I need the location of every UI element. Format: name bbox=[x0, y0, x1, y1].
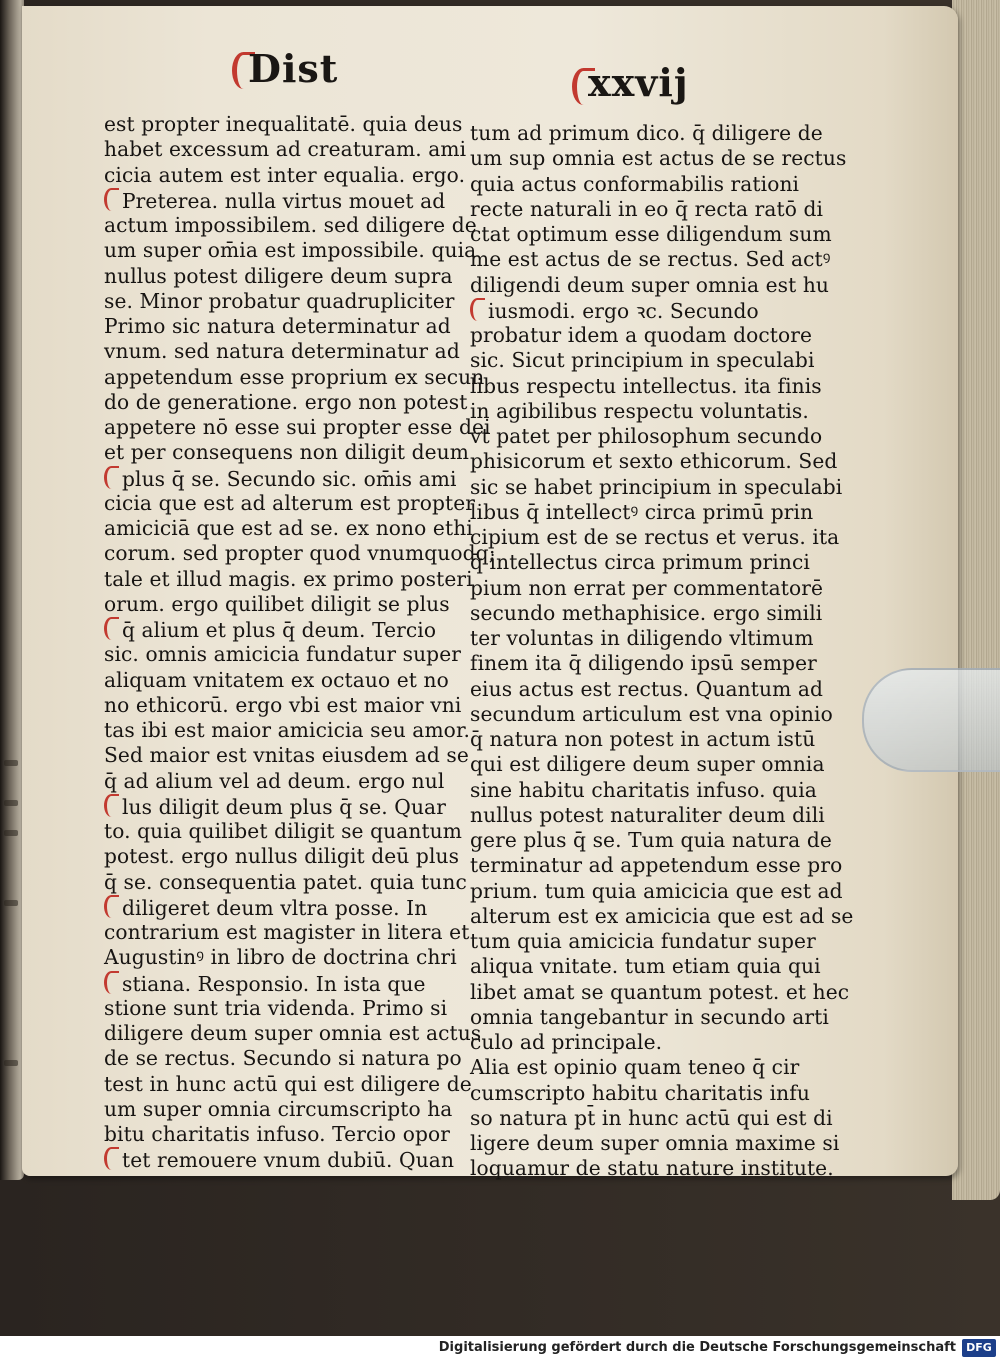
text-line-content: Augustinꝰ in libro de doctrina chri bbox=[104, 945, 457, 970]
text-line-content: Sed maior est vnitas eiusdem ad se bbox=[104, 743, 469, 768]
text-line-content: probatur idem a quodam doctore bbox=[470, 323, 813, 347]
text-line bbox=[470, 196, 824, 222]
text-line-content: bitu charitatis infuso. Tercio opor bbox=[104, 1122, 450, 1146]
text-line bbox=[470, 651, 817, 676]
text-line-content: um super omnia circumscripto ha bbox=[104, 1096, 453, 1121]
text-line bbox=[470, 1030, 810, 1055]
text-line-content: amiciciā que est ad se. ex nono ethi bbox=[104, 516, 473, 540]
text-line-content: phisicorum et sexto ethicorum. Sed bbox=[470, 449, 838, 474]
rubric-mark bbox=[104, 188, 119, 211]
text-line-content: to. quia quilibet diligit se quantum bbox=[104, 819, 463, 843]
text-line-content: Preterea. nulla virtus mouet ad bbox=[122, 188, 446, 213]
text-line-content: um super om̄ia est impossibile. quia bbox=[104, 238, 477, 263]
text-line bbox=[470, 348, 815, 373]
facing-page-fragment bbox=[4, 900, 18, 906]
rubric-mark bbox=[104, 794, 119, 817]
text-line bbox=[104, 490, 476, 516]
text-line bbox=[104, 466, 457, 491]
text-line-content: nullus potest diligere deum supra bbox=[104, 263, 453, 288]
text-line bbox=[470, 1156, 834, 1181]
text-line bbox=[470, 575, 824, 601]
text-line-content: finem ita q̄ diligendo ipsū semper bbox=[470, 651, 817, 676]
text-line-content: test in hunc actū qui est diligere de bbox=[104, 1071, 472, 1096]
text-line-content: sic. omnis amicicia fundatur super bbox=[104, 642, 461, 667]
text-line-content: nullus potest naturaliter deum dili bbox=[470, 802, 825, 827]
text-line-content: alterum est ex amicicia que est ad se bbox=[470, 903, 854, 928]
text-line-content: habet excessum ad creaturam. ami bbox=[104, 137, 467, 162]
text-line-content: stione sunt tria videnda. Primo si bbox=[104, 995, 448, 1020]
text-line bbox=[104, 895, 450, 920]
text-line bbox=[104, 516, 473, 541]
text-line bbox=[104, 162, 466, 188]
text-line bbox=[470, 449, 838, 474]
text-line bbox=[470, 1004, 829, 1030]
text-line bbox=[104, 769, 450, 794]
text-line bbox=[470, 929, 816, 954]
text-line bbox=[104, 844, 460, 869]
text-line bbox=[104, 1147, 455, 1173]
text-line bbox=[104, 188, 450, 213]
text-line-content: cipium est de se rectus et verus. ita bbox=[470, 525, 840, 549]
text-line bbox=[470, 323, 813, 348]
text-line bbox=[470, 802, 825, 828]
text-line-content: tet remouere vnum dubiū. Quan bbox=[122, 1148, 455, 1173]
text-line bbox=[104, 339, 460, 364]
text-line-content: ter voluntas in diligendo vltimum bbox=[470, 626, 814, 650]
text-line-content: aliqua vnitate. tum etiam quia qui bbox=[470, 954, 821, 979]
text-line-content: quia actus conformabilis rationi bbox=[470, 171, 800, 196]
text-line-content: terminatur ad appetendum esse pro bbox=[470, 853, 843, 878]
text-line bbox=[104, 415, 491, 440]
text-line-content: cicia autem est inter equalia. ergo. bbox=[104, 162, 466, 187]
text-line-content: q̄ alium et plus q̄ deum. Tercio bbox=[122, 618, 437, 642]
text-line-content: vt patet per philosophum secundo bbox=[470, 424, 823, 448]
text-line-content: iusmodi. ergo ꝛc. Secundo bbox=[488, 298, 759, 323]
text-line bbox=[104, 692, 462, 718]
text-line bbox=[104, 718, 470, 743]
text-line-content: tale et illud magis. ex primo posteri bbox=[104, 566, 473, 591]
facing-page-fragment bbox=[4, 1060, 18, 1066]
text-line bbox=[104, 743, 469, 768]
facing-page-fragment bbox=[4, 760, 18, 766]
rubric-mark bbox=[104, 971, 119, 994]
text-line bbox=[470, 474, 843, 500]
text-line bbox=[470, 172, 810, 197]
text-line bbox=[104, 1046, 462, 1071]
text-line-content: contrarium est magister in litera et bbox=[104, 920, 470, 944]
text-line bbox=[470, 903, 854, 929]
text-line-content: actum impossibilem. sed diligere de bbox=[104, 213, 477, 237]
text-line-content: ligere deum super omnia maxime si bbox=[470, 1131, 840, 1155]
text-line bbox=[470, 1081, 810, 1106]
text-line bbox=[104, 213, 477, 238]
text-line-content: cumscripto habitu charitatis infu bbox=[470, 1080, 810, 1105]
text-line bbox=[470, 954, 821, 979]
text-line bbox=[104, 288, 455, 314]
text-line bbox=[104, 566, 473, 592]
text-line bbox=[104, 137, 467, 162]
text-line-content: q̄ natura non potest in actum istū bbox=[470, 727, 816, 751]
text-line bbox=[104, 1071, 472, 1097]
text-line-content: secundo methaphisice. ergo simili bbox=[470, 600, 823, 625]
text-line bbox=[470, 979, 850, 1005]
digitization-credit: Digitalisierung gefördert durch die Deutsche Forschungsgemeinschaft bbox=[438, 1340, 956, 1355]
text-line bbox=[104, 617, 450, 642]
rubric-mark bbox=[470, 298, 485, 321]
text-line-content: tum ad primum dico. q̄ diligere de bbox=[470, 121, 823, 145]
text-line bbox=[104, 945, 457, 970]
text-line bbox=[470, 121, 823, 146]
text-line bbox=[104, 389, 468, 415]
text-line-content: Alia est opinio quam teneo q̄ cir bbox=[470, 1055, 800, 1080]
text-line-content: stiana. Responsio. In ista que bbox=[122, 971, 426, 996]
text-line bbox=[470, 727, 816, 752]
text-line bbox=[470, 878, 843, 904]
rubric-mark bbox=[104, 895, 119, 918]
facing-page-edge bbox=[0, 0, 24, 1180]
text-line bbox=[104, 819, 463, 844]
text-line-content: recte naturali in eo q̄ recta ratō di bbox=[470, 196, 824, 221]
text-line bbox=[104, 668, 450, 693]
text-line bbox=[104, 971, 450, 996]
text-line-content: tum quia amicicia fundatur super bbox=[470, 929, 816, 953]
text-line bbox=[470, 222, 832, 247]
running-header-right: xxvij bbox=[588, 60, 689, 105]
book-clamp bbox=[862, 668, 1000, 772]
text-line-content: tas ibi est maior amicicia seu amor. bbox=[104, 718, 470, 742]
text-line-content: secundum articulum est vna opinio bbox=[470, 701, 833, 726]
rubric-mark bbox=[104, 617, 119, 640]
text-line bbox=[470, 676, 823, 702]
text-line-content: corum. sed propter quod vnumquodq; bbox=[104, 541, 496, 566]
text-line-content: eius actus est rectus. Quantum ad bbox=[470, 676, 823, 701]
text-line-content: libus q̄ intellectꝰ circa primū prin bbox=[470, 499, 814, 524]
rubric-mark bbox=[104, 466, 119, 489]
text-line bbox=[104, 869, 467, 895]
text-line bbox=[470, 298, 810, 323]
text-line bbox=[104, 642, 461, 667]
text-column-right bbox=[470, 121, 854, 1182]
facing-page-fragment bbox=[4, 830, 18, 836]
text-line-content: culo ad principale. bbox=[470, 1030, 663, 1054]
text-line bbox=[470, 626, 814, 651]
text-line-content: aliquam vnitatem ex octauo et no bbox=[104, 667, 449, 692]
text-line bbox=[470, 247, 831, 272]
text-line-content: q̄ intellectus circa primum princi bbox=[470, 550, 810, 575]
text-line bbox=[104, 112, 463, 137]
text-line bbox=[470, 1105, 833, 1131]
text-line-content: libet amat se quantum potest. et hec bbox=[470, 979, 850, 1004]
text-line bbox=[470, 373, 822, 399]
facing-page-fragment bbox=[4, 800, 18, 806]
text-line bbox=[470, 701, 833, 727]
text-line bbox=[470, 1131, 840, 1156]
text-line-content: q̄ se. consequentia patet. quia tunc bbox=[104, 869, 467, 894]
text-line bbox=[104, 794, 450, 819]
text-column-left bbox=[104, 112, 496, 1173]
running-header-left: Dist bbox=[248, 46, 339, 91]
text-line-content: pium non errat per commentatorē bbox=[470, 575, 824, 600]
text-line bbox=[470, 146, 847, 171]
text-line bbox=[470, 550, 810, 575]
text-line bbox=[104, 1021, 482, 1046]
text-line-content: potest. ergo nullus diligit deū plus bbox=[104, 844, 460, 869]
text-line-content: se. Minor probatur quadrupliciter bbox=[104, 288, 455, 313]
text-line bbox=[104, 996, 450, 1021]
text-line-content: est propter inequalitatē. quia deus bbox=[104, 112, 463, 136]
text-line bbox=[470, 399, 810, 424]
text-line-content: no ethicorū. ergo vbi est maior vni bbox=[104, 692, 462, 717]
text-line bbox=[104, 364, 485, 390]
text-line bbox=[104, 1096, 453, 1122]
text-line-content: diligeret deum vltra posse. In bbox=[122, 895, 428, 920]
text-line bbox=[470, 499, 814, 525]
text-line-content: sine habitu charitatis infuso. quia bbox=[470, 777, 817, 802]
text-line-content: orum. ergo quilibet diligit se plus bbox=[104, 591, 450, 616]
text-line bbox=[104, 263, 453, 289]
text-line-content: q̄ ad alium vel ad deum. ergo nul bbox=[104, 768, 445, 793]
text-line-content: lus diligit deum plus q̄ se. Quar bbox=[122, 794, 446, 819]
text-line bbox=[104, 238, 477, 263]
text-line-content: ctat optimum esse diligendum sum bbox=[470, 222, 832, 246]
text-line-content: plus q̄ se. Secundo sic. om̄is ami bbox=[122, 466, 457, 491]
text-line-content: in agibilibus respectu voluntatis. bbox=[470, 398, 809, 423]
text-line-content: de se rectus. Secundo si natura po bbox=[104, 1046, 462, 1071]
text-line bbox=[470, 752, 825, 777]
text-line bbox=[470, 525, 840, 550]
text-line bbox=[104, 920, 470, 945]
text-line bbox=[104, 314, 450, 339]
dfg-logo: DFG bbox=[962, 1339, 996, 1357]
text-line bbox=[470, 828, 832, 853]
text-line-content: diligere deum super omnia est actus bbox=[104, 1021, 482, 1045]
text-line bbox=[470, 777, 817, 803]
text-line-content: appetere nō esse sui propter esse dei bbox=[104, 415, 491, 439]
text-line-content: loquamur de statu nature institute. bbox=[470, 1156, 834, 1181]
text-line-content: so natura pt̄ in hunc actū qui est di bbox=[470, 1105, 833, 1130]
text-line bbox=[104, 592, 450, 617]
text-line-content: appetendum esse proprium ex secun bbox=[104, 364, 485, 389]
text-line-content: diligendi deum super omnia est hu bbox=[470, 272, 830, 297]
text-line-content: me est actus de se rectus. Sed actꝰ bbox=[470, 247, 831, 272]
text-line bbox=[104, 1122, 450, 1147]
text-line-content: Primo sic natura determinatur ad bbox=[104, 314, 451, 338]
text-line-content: gere plus q̄ se. Tum quia natura de bbox=[470, 828, 832, 852]
text-line-content: sic se habet principium in speculabi bbox=[470, 474, 843, 499]
text-line bbox=[470, 424, 823, 449]
rubric-mark bbox=[104, 1147, 119, 1170]
text-line-content: prium. tum quia amicicia que est ad bbox=[470, 878, 843, 903]
text-line bbox=[470, 1055, 810, 1080]
text-line bbox=[470, 853, 843, 878]
text-line-content: et per consequens non diligit deum bbox=[104, 440, 470, 465]
text-line bbox=[470, 600, 823, 626]
text-line bbox=[470, 272, 830, 298]
text-line bbox=[104, 440, 470, 465]
text-line-content: qui est diligere deum super omnia bbox=[470, 752, 825, 777]
text-line-content: sic. Sicut principium in speculabi bbox=[470, 348, 815, 373]
text-line-content: vnum. sed natura determinatur ad bbox=[104, 339, 460, 364]
text-line-content: libus respectu intellectus. ita finis bbox=[470, 373, 822, 398]
text-line-content: omnia tangebantur in secundo arti bbox=[470, 1004, 829, 1029]
text-line bbox=[104, 541, 496, 566]
text-line-content: cicia que est ad alterum est propter bbox=[104, 490, 476, 515]
page-edges bbox=[952, 0, 1000, 1200]
text-line-content: do de generatione. ergo non potest bbox=[104, 389, 468, 414]
text-line-content: um sup omnia est actus de se rectus bbox=[470, 146, 847, 171]
